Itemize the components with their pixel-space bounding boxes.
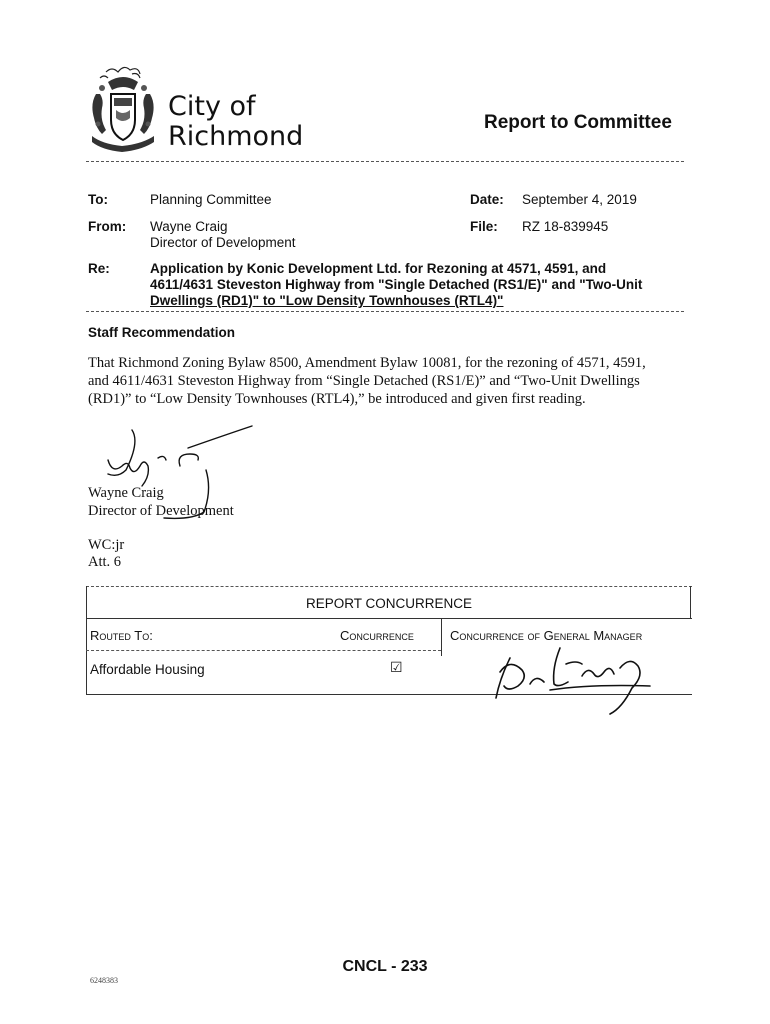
concurrence-checkmark: ☑ bbox=[390, 660, 403, 676]
concurrence-header: Concurrence bbox=[340, 628, 414, 643]
routed-department: Affordable Housing bbox=[90, 662, 205, 677]
file-value: RZ 18-839945 bbox=[522, 219, 609, 234]
org-name-line2: Richmond bbox=[168, 121, 304, 152]
page-reference: CNCL - 233 bbox=[342, 958, 428, 975]
recommendation-line-2: and 4611/4631 Steveston Highway from “Single Detached (RS1/E)” and “Two-Unit Dwellings bbox=[88, 373, 640, 389]
date-label: Date: bbox=[470, 192, 504, 207]
from-title: Director of Development bbox=[150, 235, 296, 250]
signatory-title: Director of Development bbox=[88, 503, 234, 519]
signatory-name: Wayne Craig bbox=[88, 485, 164, 501]
gm-concurrence-header: Concurrence of General Manager bbox=[450, 628, 643, 643]
recommendation-line-3: (RD1)” to “Low Density Townhouses (RTL4),” be introduced and given first reading. bbox=[88, 391, 586, 407]
from-label: From: bbox=[88, 219, 127, 234]
meta-divider bbox=[86, 311, 684, 312]
file-label: File: bbox=[470, 219, 498, 234]
to-label: To: bbox=[88, 192, 108, 207]
concurrence-title: REPORT CONCURRENCE bbox=[305, 596, 473, 611]
from-name: Wayne Craig bbox=[150, 219, 228, 234]
typist-initials: WC:jr bbox=[88, 537, 125, 553]
re-line-3: Dwellings (RD1)" to "Low Density Townhouses (RTL4)" bbox=[150, 293, 504, 308]
re-line-1: Application by Konic Development Ltd. for Rezoning at 4571, 4591, and bbox=[150, 261, 607, 276]
recommendation-line-1: That Richmond Zoning Bylaw 8500, Amendment Bylaw 10081, for the rezoning of 4571, 4591, bbox=[88, 355, 646, 371]
routed-to-header: Routed To: bbox=[90, 628, 153, 643]
date-value: September 4, 2019 bbox=[522, 192, 637, 207]
gm-signature bbox=[470, 628, 670, 718]
to-value: Planning Committee bbox=[150, 192, 272, 207]
recommendation-heading: Staff Recommendation bbox=[88, 325, 236, 340]
report-title: Report to Committee bbox=[484, 112, 672, 133]
org-name-line1: City of bbox=[168, 91, 256, 122]
header-divider bbox=[86, 161, 684, 162]
document-number: 6248383 bbox=[90, 976, 118, 985]
re-line-2: 4611/4631 Steveston Highway from "Single Detached (RS1/E)" and "Two-Unit bbox=[150, 277, 643, 292]
attachment-count: Att. 6 bbox=[88, 554, 122, 570]
re-label: Re: bbox=[88, 261, 110, 276]
city-crest-logo bbox=[86, 64, 160, 158]
